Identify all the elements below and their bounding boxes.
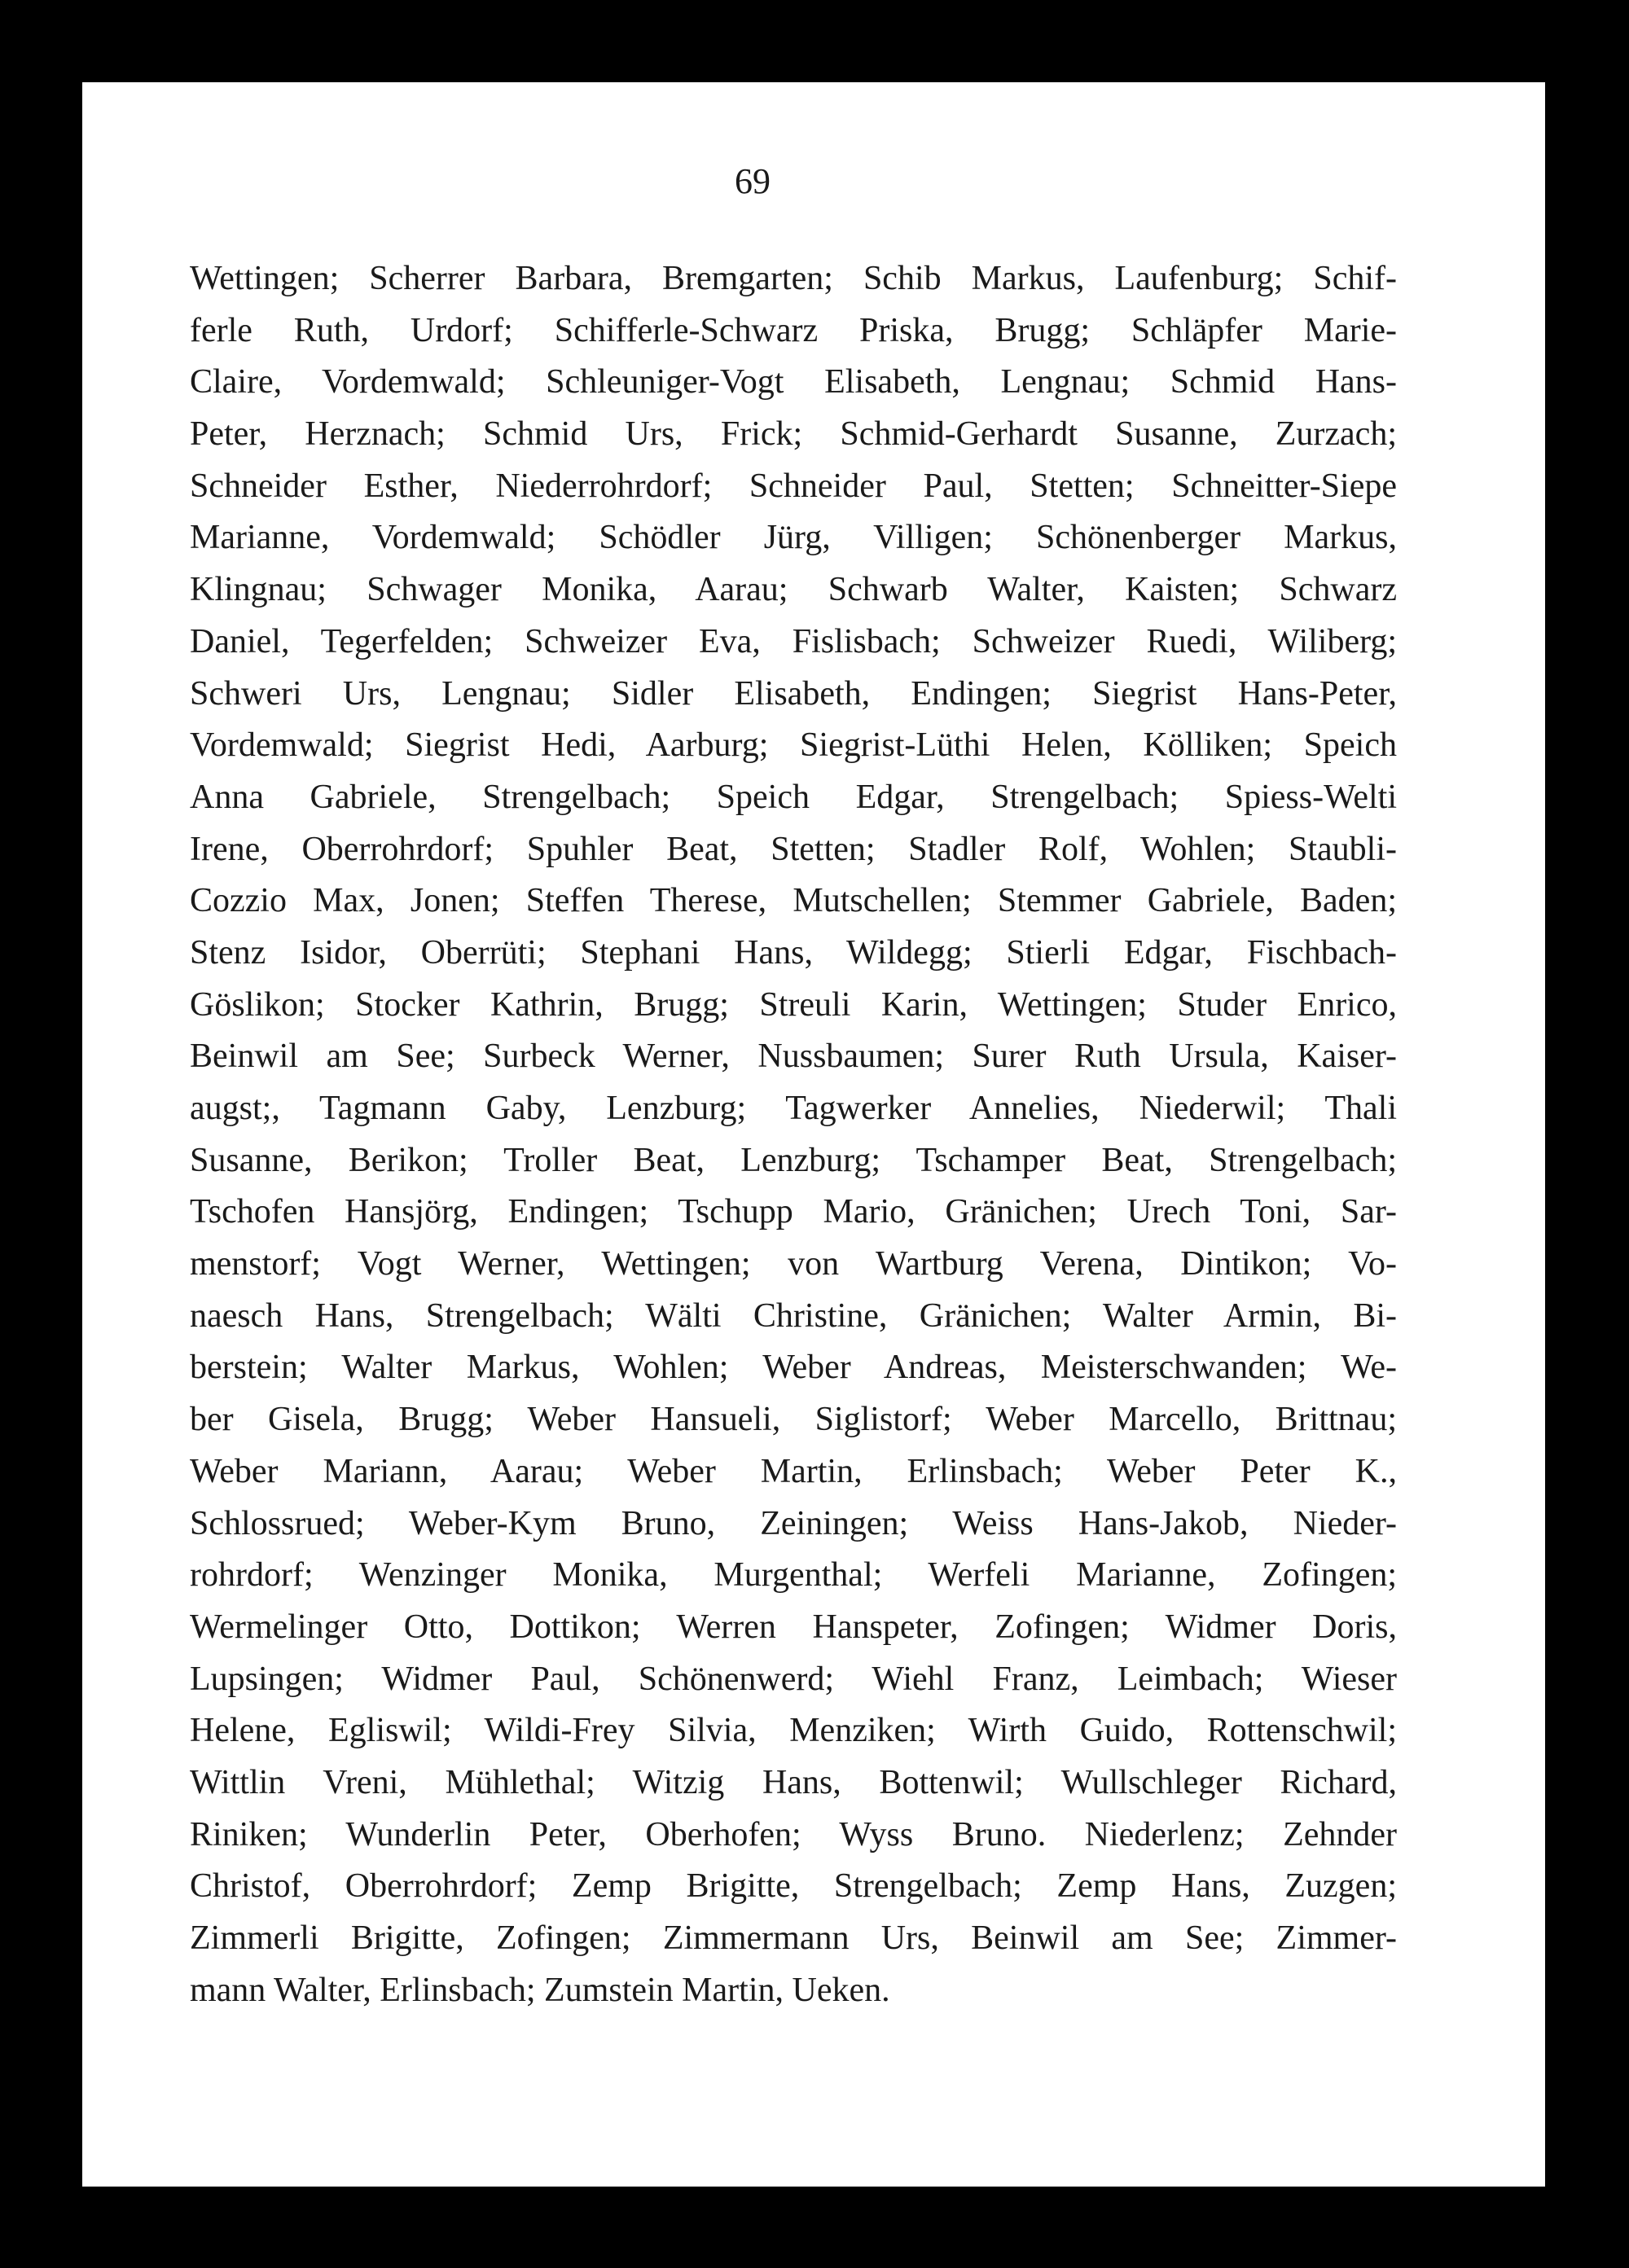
text-line: Wermelinger Otto, Dottikon; Werren Hanspeter, Zofingen; Widmer Doris,	[190, 1608, 1397, 1646]
text-line: Göslikon; Stocker Kathrin, Brugg; Streuli Karin, Wettingen; Studer Enrico,	[190, 985, 1397, 1024]
text-line: Daniel, Tegerfelden; Schweizer Eva, Fislisbach; Schweizer Ruedi, Wiliberg;	[190, 622, 1397, 660]
text-line: Wettingen; Scherrer Barbara, Bremgarten; Schib Markus, Laufenburg; Schif-	[190, 260, 1397, 297]
text-line: Lupsingen; Widmer Paul, Schönenwerd; Wiehl Franz, Leimbach; Wieser	[190, 1660, 1397, 1698]
text-line: berstein; Walter Markus, Wohlen; Weber Andreas, Meisterschwanden; We-	[190, 1349, 1397, 1387]
text-line: menstorf; Vogt Werner, Wettingen; von Wartburg Verena, Dintikon; Vo-	[190, 1245, 1397, 1283]
text-line: augst;, Tagmann Gaby, Lenzburg; Tagwerker Annelies, Niederwil; Thali	[190, 1090, 1397, 1127]
text-line: Vordemwald; Siegrist Hedi, Aarburg; Siegrist-Lüthi Helen, Kölliken; Speich	[190, 726, 1397, 765]
text-line: Cozzio Max, Jonen; Steffen Therese, Mutschellen; Stemmer Gabriele, Baden;	[190, 882, 1397, 920]
text-line: Schweri Urs, Lengnau; Sidler Elisabeth, Endingen; Siegrist Hans-Peter,	[190, 674, 1397, 713]
document-page	[82, 82, 1545, 2187]
text-line: ber Gisela, Brugg; Weber Hansueli, Siglistorf; Weber Marcello, Brittnau;	[190, 1401, 1397, 1439]
page-number: 69	[735, 161, 771, 201]
name-list-text	[190, 253, 1397, 2016]
text-line: Weber Mariann, Aarau; Weber Martin, Erlinsbach; Weber Peter K.,	[190, 1452, 1397, 1490]
text-line: Claire, Vordemwald; Schleuniger-Vogt Elisabeth, Lengnau; Schmid Hans-	[190, 363, 1397, 401]
text-line: Beinwil am See; Surbeck Werner, Nussbaumen; Surer Ruth Ursula, Kaiser-	[190, 1037, 1397, 1076]
text-line: Helene, Egliswil; Wildi-Frey Silvia, Menziken; Wirth Guido, Rottenschwil;	[190, 1712, 1397, 1750]
text-line: Klingnau; Schwager Monika, Aarau; Schwarb Walter, Kaisten; Schwarz	[190, 571, 1397, 609]
text-line: ferle Ruth, Urdorf; Schifferle-Schwarz Priska, Brugg; Schläpfer Marie-	[190, 311, 1397, 349]
text-line: Peter, Herznach; Schmid Urs, Frick; Schmid-Gerhardt Susanne, Zurzach;	[190, 415, 1397, 454]
text-line: Irene, Oberrohrdorf; Spuhler Beat, Stetten; Stadler Rolf, Wohlen; Staubli-	[190, 830, 1397, 868]
text-line: Susanne, Berikon; Troller Beat, Lenzburg; Tschamper Beat, Strengelbach;	[190, 1141, 1397, 1179]
text-line: Wittlin Vreni, Mühlethal; Witzig Hans, Bottenwil; Wullschleger Richard,	[190, 1763, 1397, 1801]
text-line: Tschofen Hansjörg, Endingen; Tschupp Mario, Gränichen; Urech Toni, Sar-	[190, 1193, 1397, 1231]
text-line: mann Walter, Erlinsbach; Zumstein Martin, Ueken.	[190, 1971, 890, 2009]
text-line: Riniken; Wunderlin Peter, Oberhofen; Wyss Bruno. Niederlenz; Zehnder	[190, 1815, 1397, 1853]
text-line: Anna Gabriele, Strengelbach; Speich Edgar, Strengelbach; Spiess-Welti	[190, 778, 1397, 816]
text-line: rohrdorf; Wenzinger Monika, Murgenthal; Werfeli Marianne, Zofingen;	[190, 1556, 1397, 1595]
text-line: Stenz Isidor, Oberrüti; Stephani Hans, Wildegg; Stierli Edgar, Fischbach-	[190, 933, 1397, 972]
text-line: Schlossrued; Weber-Kym Bruno, Zeiningen; Weiss Hans-Jakob, Nieder-	[190, 1504, 1397, 1542]
text-line: naesch Hans, Strengelbach; Wälti Christine, Gränichen; Walter Armin, Bi-	[190, 1296, 1397, 1335]
text-line: Schneider Esther, Niederrohrdorf; Schneider Paul, Stetten; Schneitter-Siepe	[190, 467, 1397, 505]
text-line: Marianne, Vordemwald; Schödler Jürg, Villigen; Schönenberger Markus,	[190, 519, 1397, 557]
text-line: Zimmerli Brigitte, Zofingen; Zimmermann Urs, Beinwil am See; Zimmer-	[190, 1919, 1397, 1957]
text-line: Christof, Oberrohrdorf; Zemp Brigitte, Strengelbach; Zemp Hans, Zuzgen;	[190, 1867, 1397, 1906]
